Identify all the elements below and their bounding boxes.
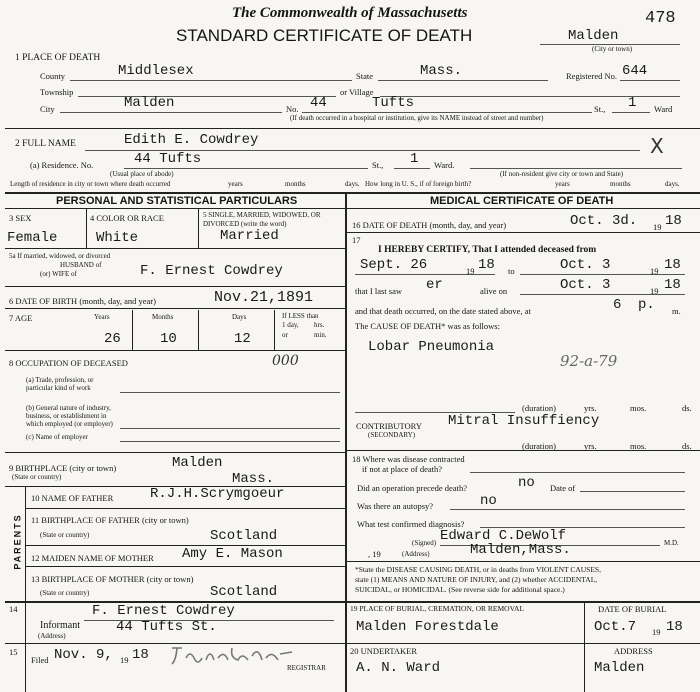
occupation-b-3: which employed (or employer) [26,420,113,428]
registered-value: 644 [622,63,648,79]
signed-label: (Signed) [412,539,437,547]
length-months: months [285,180,306,188]
father-birthplace-label: 11 BIRTHPLACE OF FATHER (city or town) [31,515,189,525]
residence-city-underline [470,168,682,169]
mother-birthplace-state-label: (State or country) [40,589,90,597]
age-months-label: Months [152,313,174,321]
sex-label: 3 SEX [9,213,32,223]
father-birthplace-state-label: (State or country) [40,531,90,539]
medical-heading: MEDICAL CERTIFICATE OF DEATH [430,195,614,207]
birthplace-state-value: Mass. [232,471,275,487]
alive-on-label: alive on [480,286,508,296]
autopsy-value: no [480,493,497,509]
residence-label: (a) Residence. No. [30,160,94,170]
color-label: 4 COLOR OR RACE [90,213,164,223]
full-name-label: 2 FULL NAME [15,139,76,149]
to-century: 19 [650,266,659,276]
street-st-label: St., [594,104,606,114]
age-label: 7 AGE [9,313,33,323]
filed-century: 19 [120,655,129,665]
physician-value: Edward C.DeWolf [440,528,567,544]
status-label-1: 5 SINGLE, MARRIED, WIDOWED, OR [203,211,321,219]
registrar-label: REGISTRAR [287,664,326,672]
burial-year-value: 18 [666,619,683,635]
age-days-label: Days [232,313,247,321]
street-underline [302,112,592,113]
color-value: White [96,230,139,246]
divider-after-sex [5,248,345,249]
mother-name-label: 12 MAIDEN NAME OF MOTHER [31,553,154,563]
item-18-label-2: if not at place of death? [362,464,443,474]
city-value: Malden [124,95,175,111]
last-saw-label: that I last saw [355,286,402,296]
undertaker-address-label: ADDRESS [614,646,653,656]
personal-heading: PERSONAL AND STATISTICAL PARTICULARS [56,195,298,207]
cause-value: Lobar Pneumonia [368,339,495,355]
age-divider-1 [132,310,133,350]
length-residence-label: Length of residence in city or town where death occurred [10,180,171,188]
spouse-value: F. Ernest Cowdrey [140,263,283,279]
death-year-value: 18 [665,213,682,229]
us-years: years [555,180,570,188]
occupation-a-2: particular kind of work [26,384,91,392]
age-days-value: 12 [234,331,251,347]
informant-value: F. Ernest Cowdrey [92,603,235,619]
attended-to-value: Oct. 3 [560,257,611,273]
residence-st-label: St., [372,160,384,170]
occupation-b-1: (b) General nature of industry, [26,404,111,412]
us-days: days. [665,180,680,188]
residence-value: 44 Tufts [134,151,202,167]
death-date-value: Oct. 3d. [570,213,638,229]
occupation-value: 000 [272,353,299,369]
occupation-label: 8 OCCUPATION OF DECEASED [9,358,128,368]
registered-underline [620,80,680,81]
contributory-label: CONTRIBUTORY [356,421,422,431]
street-value: Tufts [372,95,415,111]
registered-label: Registered No. [566,71,617,81]
informant-label: Informant [40,620,80,631]
state-value: Mass. [420,63,463,79]
operation-label: Did an operation precede death? [357,483,467,493]
cause-code: 92-a-79 [560,352,618,370]
less-than-4: or [282,331,288,339]
city-label: City [40,104,55,114]
burial-date-divider [584,601,585,692]
ward-value: 1 [628,95,637,111]
sex-value: Female [7,230,58,246]
attended-from-value: Sept. 26 [360,257,428,273]
occupation-b-2: business, or establishment in [26,412,107,420]
undertaker-address-value: Malden [594,660,645,676]
place-of-death-label: 1 PLACE OF DEATH [15,53,101,63]
to-year-value: 18 [664,257,681,273]
county-value: Middlesex [118,63,194,79]
residence-ward-underline [394,168,430,169]
undertaker-label: 20 UNDERTAKER [350,646,418,656]
spouse-label-1: 5a If married, widowed, or divorced [9,252,111,260]
residence-ward-label: Ward. [434,160,455,170]
check-mark: X [650,134,664,158]
township-label: Township [40,87,74,97]
less-than-5: min. [314,331,327,339]
age-divider-3 [274,310,275,350]
age-years-label: Years [94,313,110,321]
burial-date-value: Oct.7 [594,619,637,635]
ward-label: Ward [654,104,673,114]
birth-date-value: Nov.21,1891 [214,289,314,306]
nonresident-caption: (If non-resident give city or town and State) [500,170,624,178]
age-years-value: 26 [104,331,121,347]
usual-place-caption: (Usual place of abode) [110,170,174,178]
yrs-label-2: yrs. [584,441,597,451]
town-value: Malden [568,28,619,44]
length-days: days. [345,180,360,188]
filed-label: Filed [31,655,49,665]
residence-ward-value: 1 [410,151,419,167]
divider-after-father [25,508,345,509]
occupation-c: (c) Name of employer [26,433,88,441]
md-label: M.D. [664,539,679,547]
autopsy-underline [450,509,685,510]
state-underline [378,80,548,81]
death-date-label: 16 DATE OF DEATH (month, day, and year) [352,220,507,230]
informant-address-value: 44 Tufts St. [116,619,217,635]
informant-number-divider [25,601,26,692]
status-label-2: DIVORCED (write the word) [203,220,287,228]
operation-underline [580,491,685,492]
county-label: County [40,71,66,81]
divider-after-mother [25,566,345,567]
last-saw-underline [520,294,685,295]
street-no-label: No. [286,104,299,114]
burial-place-label: 19 PLACE OF BURIAL, CREMATION, OR REMOVAL [350,604,525,613]
secondary-label: (SECONDARY) [368,431,416,439]
length-years: years [228,180,243,188]
filed-date-value: Nov. 9, [54,647,113,663]
item-17-number: 17 [352,235,361,245]
us-months: months [610,180,631,188]
township-underline [78,96,336,97]
street-no-value: 44 [310,95,327,111]
undertaker-value: A. N. Ward [356,660,441,676]
attended-underline-1 [355,274,495,275]
mother-birthplace-value: Scotland [210,584,278,600]
autopsy-label: Was there an autopsy? [357,501,434,511]
divider-before-undertaker [345,643,700,644]
city-underline [60,112,282,113]
parents-divider [25,486,26,601]
m-label: m. [672,306,681,316]
divider-after-age [5,350,345,351]
divider-after-cause [345,450,700,451]
yrs-label-1: yrs. [584,403,597,413]
mother-birthplace-label: 13 BIRTHPLACE OF MOTHER (city or town) [31,574,194,584]
mos-label-2: mos. [630,441,647,451]
state-label: State [356,71,373,81]
to-label: to [508,266,515,276]
residence-underline [124,168,368,169]
occupation-a-underline [120,392,340,393]
attended-underline-2 [520,274,685,275]
less-than-2: 1 day, [282,321,299,329]
divider-after-occupation [5,452,345,453]
county-underline [70,80,352,81]
divider-section-headings [5,208,700,209]
cause-label: The CAUSE OF DEATH* was as follows: [355,321,500,331]
physician-address-label: (Address) [402,550,430,558]
divider-after-birth [5,308,345,309]
how-long-label: How long in U. S., if of foreign birth? [365,180,472,188]
divider-after-spouse [5,286,345,287]
registrar-signature [168,642,296,668]
last-century: 19 [650,286,659,296]
occupation-b-underline [120,428,340,429]
hour-value: 6 [613,297,622,313]
divider-after-death-date [345,232,700,233]
ds-label-2: ds. [682,441,692,451]
last-saw-pronoun: er [426,277,443,293]
mos-label-1: mos. [630,403,647,413]
signature-century: , 19 [368,549,381,559]
informant-number: 14 [9,604,18,614]
full-name-value: Edith E. Cowdrey [124,132,259,148]
sex-color-divider [86,208,87,248]
burial-place-value: Malden Forestdale [356,619,499,635]
informant-address-label: (Address) [38,632,66,640]
town-caption: (City or town) [592,45,633,53]
occurred-label: and that death occurred, on the date stated above, at [355,306,531,316]
burial-century: 19 [652,627,661,637]
parents-vertical-label: PARENTS [12,513,23,570]
birthplace-state-label: (State or country) [12,473,62,481]
item-18-underline [470,472,685,473]
birthplace-label: 9 BIRTHPLACE (city or town) [9,463,117,473]
footnote-3: SUICIDAL, or HOMICIDAL. (See reverse side for additional space.) [355,585,565,594]
last-year-value: 18 [664,277,681,293]
death-century: 19 [653,222,662,232]
filed-number: 15 [9,647,18,657]
age-divider-2 [198,310,199,350]
footnote-1: *State the DISEASE CAUSING DEATH, or in deaths from VIOLENT CAUSES, [355,565,601,574]
duration-label-2: (duration) [522,441,556,451]
village-label: or Village [340,87,374,97]
ward-underline [612,112,650,113]
operation-value: no [518,475,535,491]
divider-after-place [5,128,700,129]
divider-top-sections [5,192,700,194]
divider-before-footnote [345,561,700,562]
mother-name-value: Amy E. Mason [182,546,283,562]
birthplace-city-value: Malden [172,455,223,471]
filed-year-value: 18 [132,647,149,663]
color-status-divider [198,208,199,248]
operation-date-label: Date of [550,483,576,493]
physician-address-value: Malden,Mass. [470,542,571,558]
from-century: 19 [466,266,475,276]
less-than-1: If LESS than [282,312,319,320]
from-year-value: 18 [478,257,495,273]
birth-date-label: 6 DATE OF BIRTH (month, day, and year) [9,296,156,306]
spouse-label-3: (or) WIFE of [40,270,77,278]
father-birthplace-value: Scotland [210,528,278,544]
page-number: 478 [645,9,676,28]
contributory-value: Mitral Insuffiency [448,413,600,429]
ds-label-1: ds. [682,403,692,413]
burial-date-label: DATE OF BURIAL [598,604,667,614]
test-label: What test confirmed diagnosis? [357,519,465,529]
meridian-value: p. [638,297,655,313]
last-saw-date-value: Oct. 3 [560,277,611,293]
item-18-label-1: 18 Where was disease contracted [352,454,465,464]
father-name-label: 10 NAME OF FATHER [31,493,114,503]
commonwealth-heading: The Commonwealth of Massachusetts [232,5,468,21]
footnote-2: state (1) MEANS AND NATURE OF INJURY, and (2) whether ACCIDENTAL, [355,575,598,584]
certificate-title: STANDARD CERTIFICATE OF DEATH [176,26,473,45]
certify-text: I HEREBY CERTIFY, That I attended deceased from [378,245,597,255]
occupation-a-1: (a) Trade, profession, or [26,376,94,384]
occupation-c-underline [120,441,340,442]
less-than-3: hrs. [314,321,325,329]
duration-label-1: (duration) [522,403,556,413]
spouse-label-2: HUSBAND of [60,261,102,269]
father-name-value: R.J.H.Scrymgoeur [150,486,285,502]
divider-center [345,192,347,692]
hospital-note: (If death occurred in a hospital or institution, give its NAME instead of street and number) [290,114,544,122]
status-value: Married [220,228,279,244]
age-months-value: 10 [160,331,177,347]
